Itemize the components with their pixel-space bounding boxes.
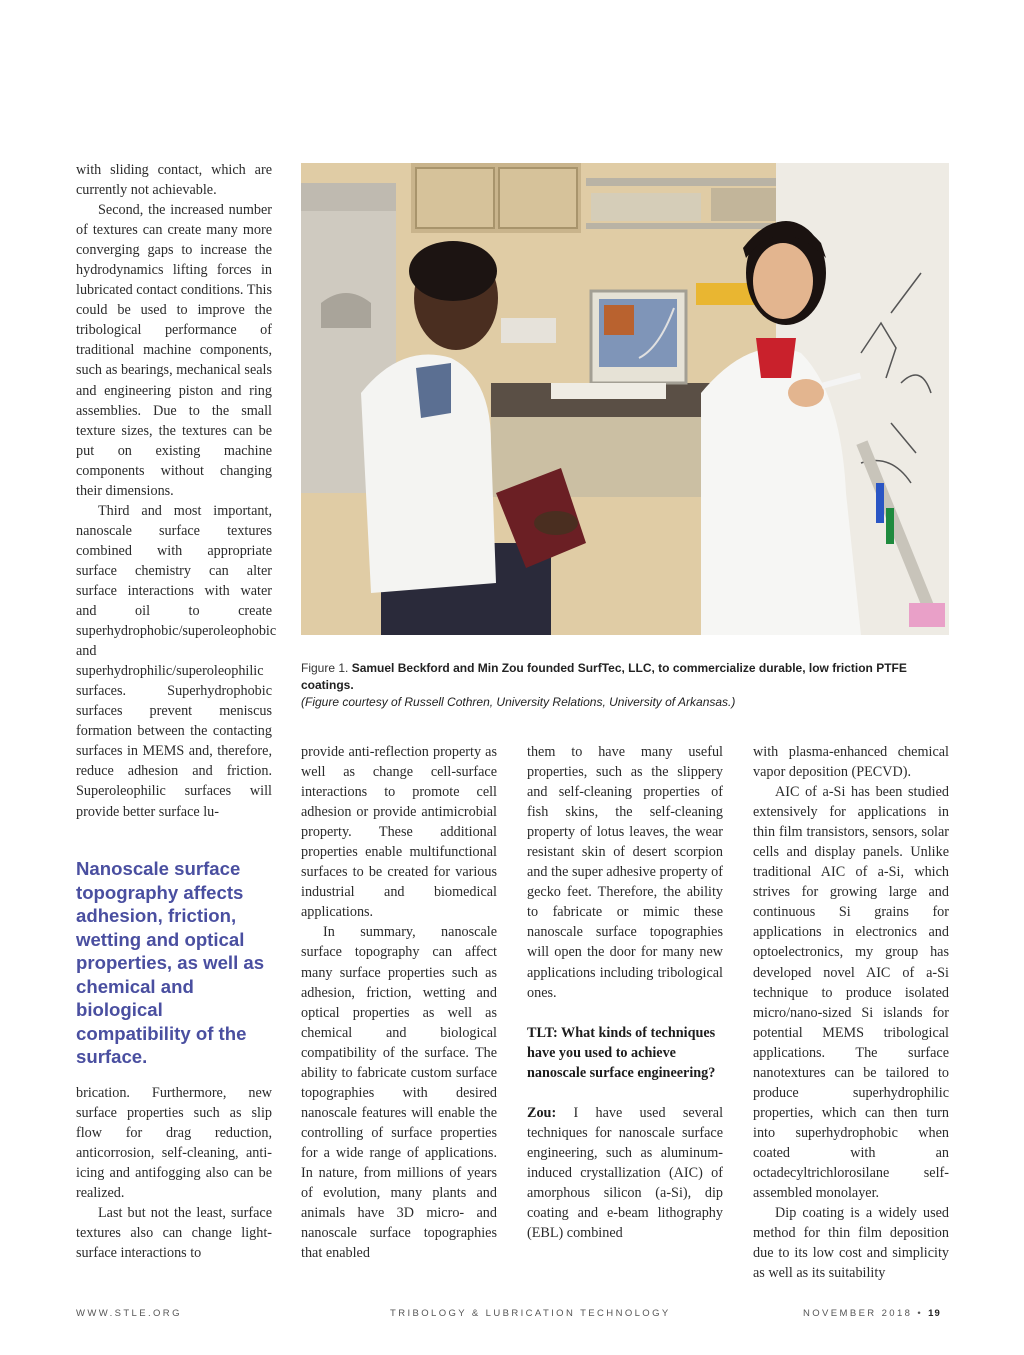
paragraph: Last but not the least, surface textures also can change light-surface interactions to: [76, 1205, 272, 1262]
paragraph: brication. Furthermore, new surface properties such as slip flow for drag reduction, anticorrosion, self-cleaning, anti-icing and antifogging also can be realized.: [76, 1085, 272, 1202]
answer-text: I have used several techniques for nanoscale surface engineering, such as aluminum-induced crystallization (AIC) of amorphous silicon (a-Si), dip coating and e-beam lithography (EBL) combined: [527, 1104, 724, 1242]
figure-caption-text: Samuel Beckford and Min Zou founded SurfTec, LLC, to commercialize durable, low friction PTFE coatings.: [301, 661, 907, 692]
footer-date-page: [803, 1308, 941, 1319]
paragraph: provide anti-reflection property as well as change cell-surface interactions to promote cell adhesion or provide antimicrobial property. These additional properties enable multifunctional surfaces to be created for various industrial and biomedical applications.: [301, 744, 497, 921]
column-2: [301, 742, 497, 1263]
paragraph: with sliding contact, which are currently not achievable.: [76, 162, 272, 199]
column-3: [527, 742, 723, 1243]
lab-photo-illustration: [301, 163, 949, 635]
column-1-bottom: [76, 1083, 272, 1263]
paragraph: Second, the increased number of textures can create many more converging gaps to increase the hydrodynamics lifting forces in lubricated contact conditions. This could be used to improve the tribological performance of traditional machine components, such as bearings, mechanical seals and engineering piston and ring assemblies. Due to the small texture sizes, the textures can be put on existing machine components without changing their dimensions.: [76, 202, 272, 499]
answer-label: Zou:: [527, 1104, 557, 1121]
paragraph: Dip coating is a widely used method for thin film deposition due to its low cost and simplicity as well as its suitability: [753, 1205, 949, 1282]
paragraph: In summary, nanoscale surface topography can affect many surface properties such as adhesion, friction, wetting and optical properties as well as chemical and biological compatibility of the surface. The ability to fabricate custom surface topographies with desired nanoscale features will enable the controlling of surface properties for a wide range of applications. In nature, from millions of years of evolution, many plants and animals have 3D micro- and nanoscale surface topographies that enabled: [301, 924, 497, 1262]
footer-date: NOVEMBER 2018: [803, 1308, 913, 1319]
column-4: [753, 742, 949, 1283]
pull-quote: Nanoscale surface topography affects adhesion, friction, wetting and optical properties, as well as chemical and biological compatibility of the surface.: [76, 858, 265, 1067]
footer-website: WWW.STLE.ORG: [76, 1308, 182, 1319]
footer-separator: •: [917, 1308, 924, 1319]
footer-publication: TRIBOLOGY & LUBRICATION TECHNOLOGY: [390, 1308, 671, 1319]
column-1-top: [76, 160, 277, 822]
paragraph: AIC of a-Si has been studied extensively for applications in thin film transistors, sensors, solar cells and display panels. Unlike traditional AIC of a-Si, which strives for growing large and continuous Si grains for applications in electronics and optoelectronics, my group has developed novel AIC of a-Si technique to produce isolated micro/nano-sized Si islands for potential MEMS tribological applications. The surface nanotextures can be tailored to produce superhydrophilic properties, which can then turn into superhydrophobic when coated with an octadecyltrichlorosilane self-assembled monolayer.: [753, 784, 949, 1202]
figure-photo: [301, 163, 949, 635]
paragraph: Third and most important, nanoscale surface textures combined with appropriate surface chemistry can alter surface interactions with water and oil to create superhydrophobic/superoleophobic and superhydrophilic/superoleophilic surfaces. Superhydrophobic surfaces prevent meniscus formation between the contacting surfaces in MEMS and, therefore, reduce adhesion and friction. Superoleophilic surfaces will provide better surface lu-: [76, 502, 277, 820]
interview-answer: [527, 1103, 723, 1243]
paragraph: them to have many useful properties, such as the slippery and self-cleaning properties of fish skins, the self-cleaning property of lotus leaves, the wear resistant skin of desert scorpion and the super adhesive property of gecko feet. Therefore, the ability to fabricate or mimic these nanoscale surface topographies will open the door for many new applications including tribological ones.: [527, 744, 723, 1001]
figure-label: Figure 1.: [301, 661, 349, 675]
paragraph: with plasma-enhanced chemical vapor deposition (PECVD).: [753, 744, 949, 781]
page-number: 19: [928, 1308, 941, 1319]
figure-credit: (Figure courtesy of Russell Cothren, University Relations, University of Arkansas.): [301, 695, 736, 709]
figure-caption: [301, 660, 961, 711]
interview-question: TLT: What kinds of techniques have you used to achieve nanoscale surface engineering?: [527, 1024, 716, 1081]
